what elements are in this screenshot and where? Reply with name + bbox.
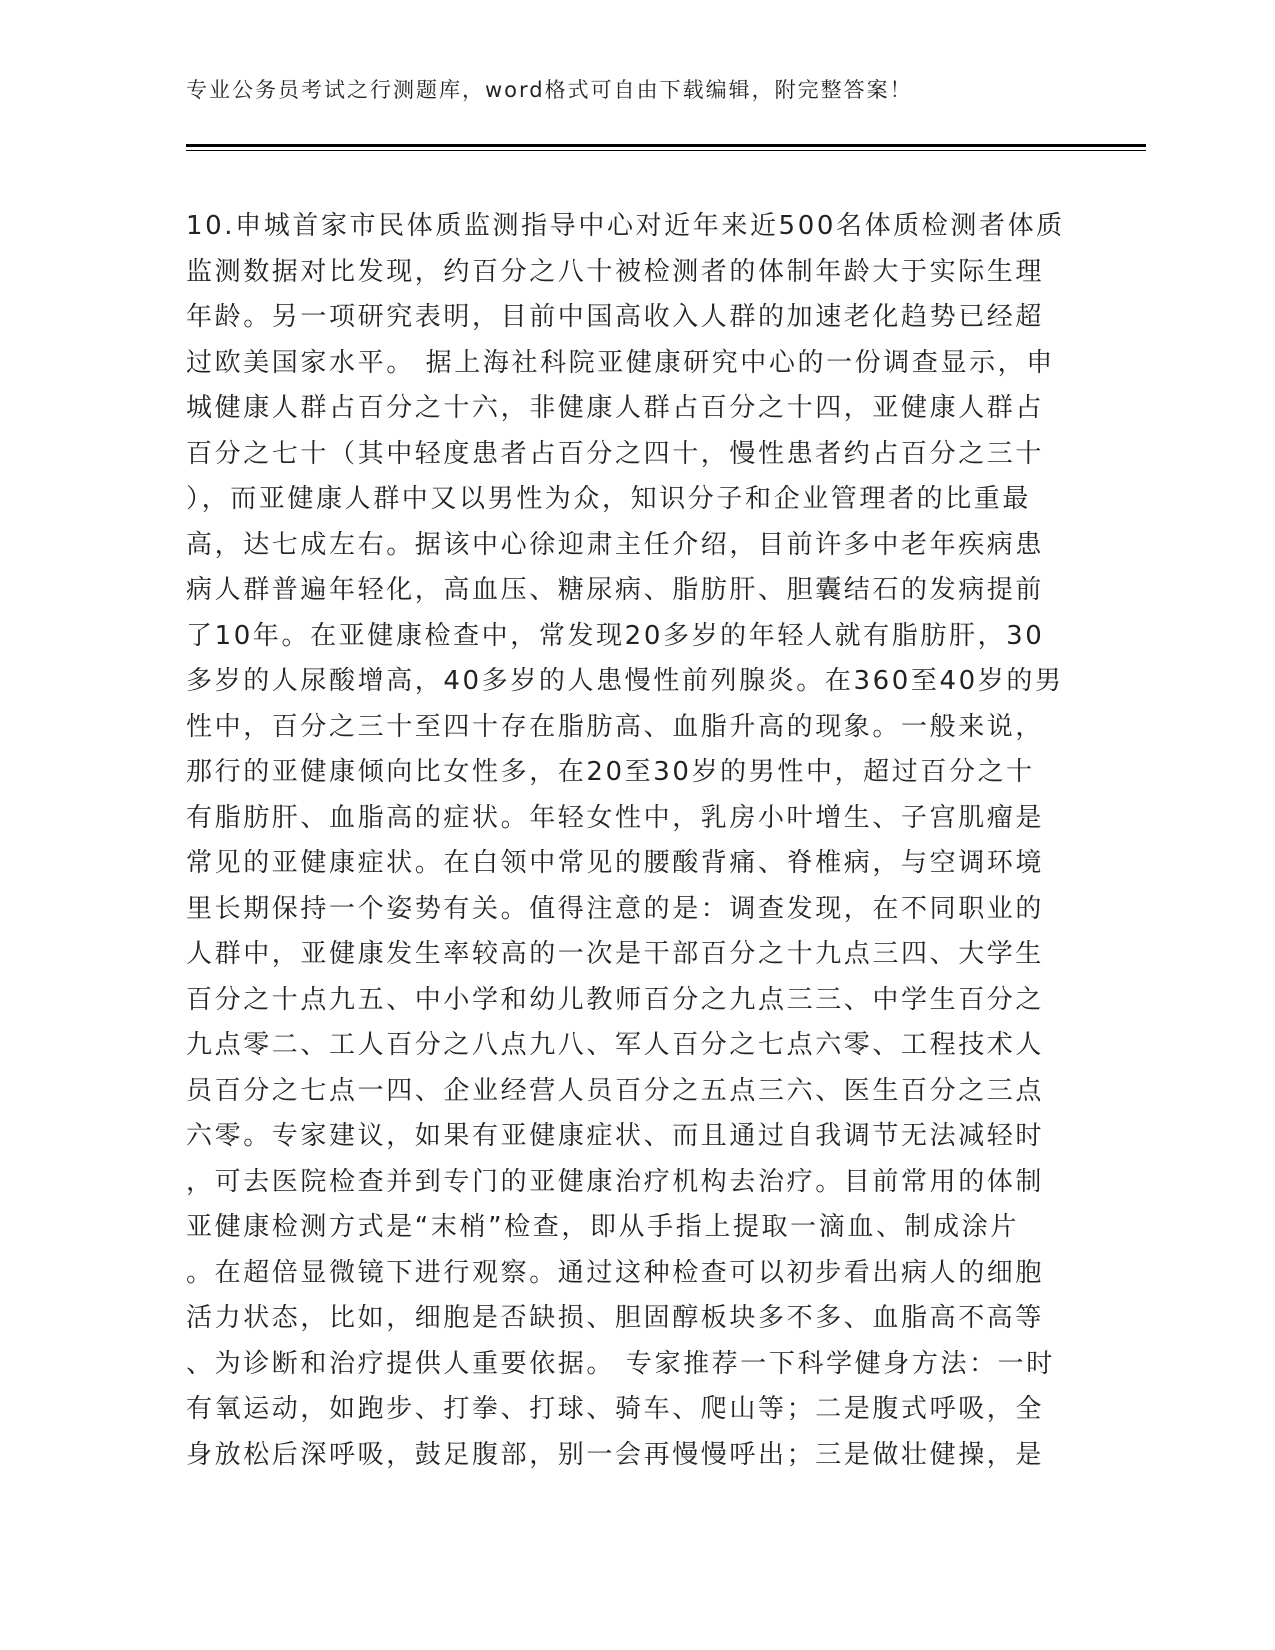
text-line: 那行的亚健康倾向比女性多，在20至30岁的男性中，超过百分之十 bbox=[186, 757, 1035, 787]
text-line: ），而亚健康人群中又以男性为众，知识分子和企业管理者的比重最 bbox=[186, 484, 1032, 514]
question-body bbox=[186, 204, 1086, 1478]
text-line: 了10年。在亚健康检查中，常发现20多岁的年轻人就有脂肪肝，30 bbox=[186, 620, 1045, 651]
text-line: 过欧美国家水平。 据上海社科院亚健康研究中心的一份调查显示，申 bbox=[186, 347, 1055, 378]
text-line: 活力状态，比如，细胞是否缺损、胆固醇板块多不多、血脂高不高等 bbox=[186, 1303, 1045, 1333]
text-line: 多岁的人尿酸增高，40多岁的人患慢性前列腺炎。在360至40岁的男 bbox=[186, 666, 1064, 696]
text-line: 百分之七十（其中轻度患者占百分之四十，慢性患者约占百分之三十 bbox=[186, 438, 1045, 469]
text-line: 监测数据对比发现，约百分之八十被检测者的体制年龄大于实际生理 bbox=[186, 256, 1045, 287]
text-line: 六零。专家建议，如果有亚健康症状、而且通过自我调节无法减轻时 bbox=[186, 1121, 1045, 1151]
text-line: 城健康人群占百分之十六，非健康人群占百分之十四，亚健康人群占 bbox=[186, 393, 1045, 423]
text-line: 高，达七成左右。据该中心徐迎肃主任介绍，目前许多中老年疾病患 bbox=[186, 529, 1045, 560]
text-line: 员百分之七点一四、企业经营人员百分之五点三六、医生百分之三点 bbox=[186, 1075, 1045, 1106]
text-line: 身放松后深呼吸，鼓足腹部，别一会再慢慢呼出；三是做壮健操，是 bbox=[186, 1439, 1045, 1470]
header-divider-thin bbox=[186, 150, 1146, 151]
text-line: 年龄。另一项研究表明，目前中国高收入人群的加速老化趋势已经超 bbox=[186, 302, 1045, 332]
text-line: 病人群普遍年轻化，高血压、糖尿病、脂肪肝、胆囊结石的发病提前 bbox=[186, 575, 1045, 605]
text-line: 10.申城首家市民体质监测指导中心对近年来近500名体质检测者体质 bbox=[186, 211, 1065, 241]
header-divider-thick bbox=[186, 144, 1146, 147]
text-line: 百分之十点九五、中小学和幼儿教师百分之九点三三、中学生百分之 bbox=[186, 984, 1045, 1015]
text-line: 九点零二、工人百分之八点九八、军人百分之七点六零、工程技术人 bbox=[186, 1030, 1045, 1060]
text-line: ，可去医院检查并到专门的亚健康治疗机构去治疗。目前常用的体制 bbox=[186, 1166, 1045, 1197]
text-line: 里长期保持一个姿势有关。值得注意的是：调查发现，在不同职业的 bbox=[186, 893, 1045, 924]
text-line: 有氧运动，如跑步、打拳、打球、骑车、爬山等；二是腹式呼吸，全 bbox=[186, 1394, 1045, 1424]
text-line: 、为诊断和治疗提供人重要依据。 专家推荐一下科学健身方法：一时 bbox=[186, 1348, 1055, 1379]
text-line: 常见的亚健康症状。在白领中常见的腰酸背痛、脊椎病，与空调环境 bbox=[186, 848, 1045, 878]
text-line: 有脂肪肝、血脂高的症状。年轻女性中，乳房小叶增生、子宫肌瘤是 bbox=[186, 802, 1045, 833]
text-line: 性中，百分之三十至四十存在脂肪高、血脂升高的现象。一般来说， bbox=[186, 711, 1045, 742]
page-header-text: 专业公务员考试之行测题库，word格式可自由下载编辑，附完整答案！ bbox=[186, 78, 913, 102]
text-line: 人群中，亚健康发生率较高的一次是干部百分之十九点三四、大学生 bbox=[186, 939, 1045, 969]
text-line: 亚健康检测方式是“末梢”检查，即从手指上提取一滴血、制成涂片 bbox=[186, 1212, 1019, 1242]
text-line: 。在超倍显微镜下进行观察。通过这种检查可以初步看出病人的细胞 bbox=[186, 1257, 1045, 1288]
